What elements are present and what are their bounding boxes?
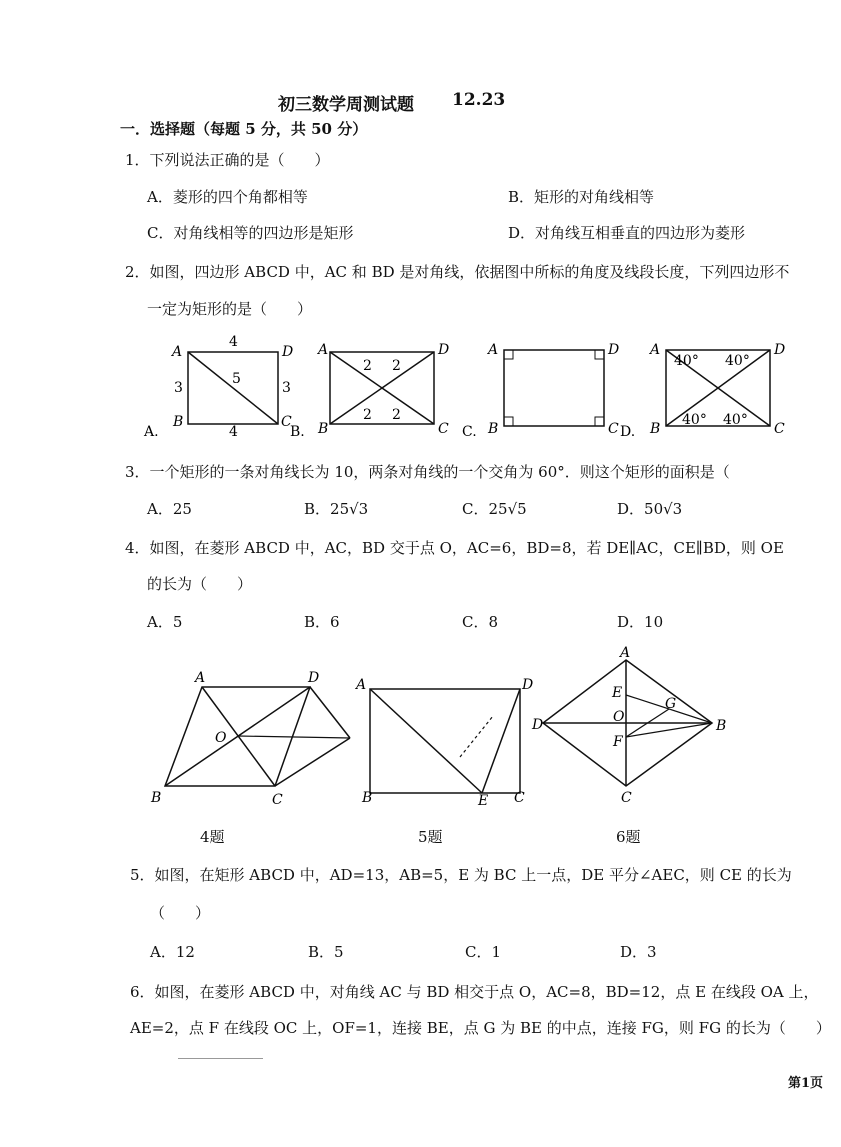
point-d: D xyxy=(308,670,320,686)
q1-option-c: C．对角线相等的四边形是矩形 xyxy=(147,224,354,242)
segment-de xyxy=(482,689,520,793)
point-o: O xyxy=(215,730,227,746)
figure-q4 xyxy=(145,668,365,813)
q5-option-c: C．1 xyxy=(465,943,502,961)
point-c: C xyxy=(608,421,619,437)
point-a: A xyxy=(620,645,631,661)
q3-option-d: D．50√3 xyxy=(617,500,683,518)
point-a: A xyxy=(172,344,183,360)
q1-option-a: A．菱形的四个角都相等 xyxy=(147,188,308,206)
figure-q5 xyxy=(352,672,542,812)
caption-q4: 4题 xyxy=(200,828,225,846)
label-left: 3 xyxy=(174,380,183,396)
q2-stem-line2: 一定为矩形的是（ ） xyxy=(147,300,313,318)
page-title: 初三数学周测试题 xyxy=(278,95,414,115)
label-diagonal: 5 xyxy=(232,371,241,387)
point-a: A xyxy=(356,677,367,693)
point-e: E xyxy=(612,685,623,701)
point-c: C xyxy=(272,792,283,808)
q4-stem-line2: 的长为（ ） xyxy=(147,575,253,593)
q4-option-c: C．8 xyxy=(462,613,499,631)
point-d: D xyxy=(532,717,544,733)
point-b: B xyxy=(151,790,162,806)
option-c-label: C. xyxy=(462,424,477,440)
point-e: E xyxy=(478,793,489,809)
point-o: O xyxy=(613,709,625,725)
q2-stem-line1: 2．如图，四边形 ABCD 中，AC 和 BD 是对角线，依据图中所标的角度及线段长度，下列四边形不 xyxy=(125,263,790,281)
figure-q6 xyxy=(528,640,738,810)
segment-oe xyxy=(238,736,350,738)
right-angle-c xyxy=(595,417,604,426)
diagonal-ac xyxy=(188,352,278,424)
q2-figure-d xyxy=(620,332,790,442)
point-c: C xyxy=(438,421,449,437)
q2-figure-a xyxy=(140,332,300,442)
q3-option-c: C．25√5 xyxy=(462,500,527,518)
angle-label-a: 40° xyxy=(674,353,699,369)
point-c: C xyxy=(774,421,785,437)
point-a: A xyxy=(318,342,329,358)
point-c: C xyxy=(514,790,525,806)
point-b: B xyxy=(173,414,184,430)
q1-option-d: D．对角线互相垂直的四边形为菱形 xyxy=(508,224,746,242)
point-b: B xyxy=(318,421,329,437)
q6-stem-line1: 6．如图，在菱形 ABCD 中，对角线 AC 与 BD 相交于点 O，AC=8，BD=12，点 E 在线段 OA 上， xyxy=(130,983,819,1001)
point-b: B xyxy=(488,421,499,437)
point-a: A xyxy=(650,342,661,358)
angle-label-c: 40° xyxy=(723,412,748,428)
rect-abcd xyxy=(370,689,520,793)
point-d: D xyxy=(608,342,620,358)
q5-stem-line2: （ ） xyxy=(150,904,211,922)
seg-label-2: 2 xyxy=(392,358,401,374)
point-f: F xyxy=(613,734,623,750)
segment-de xyxy=(310,687,350,738)
q4-option-b: B．6 xyxy=(304,613,340,631)
page-number: 第1页 xyxy=(788,1076,824,1091)
point-d: D xyxy=(438,342,450,358)
q1-stem: 1．下列说法正确的是（ ） xyxy=(125,151,330,169)
q3-option-b: B．25√3 xyxy=(304,500,369,518)
caption-q5: 5题 xyxy=(418,828,443,846)
q4-option-a: A．5 xyxy=(147,613,183,631)
option-b-label: B. xyxy=(290,424,305,440)
right-angle-d xyxy=(595,350,604,359)
seg-label-4: 2 xyxy=(392,407,401,423)
seg-label-3: 2 xyxy=(363,407,372,423)
seg-label-1: 2 xyxy=(363,358,372,374)
angle-label-d: 40° xyxy=(725,353,750,369)
segment-ae xyxy=(370,689,482,793)
point-d: D xyxy=(522,677,534,693)
page-date: 12.23 xyxy=(452,90,506,110)
point-b: B xyxy=(362,790,373,806)
label-right: 3 xyxy=(282,380,291,396)
point-g: G xyxy=(665,696,677,712)
right-angle-a xyxy=(504,350,513,359)
q4-option-d: D．10 xyxy=(617,613,664,631)
q3-stem: 3．一个矩形的一条对角线长为 10，两条对角线的一个交角为 60°．则这个矩形的面积是（ xyxy=(125,463,730,481)
q5-option-d: D．3 xyxy=(620,943,657,961)
q5-option-b: B．5 xyxy=(308,943,344,961)
q4-stem-line1: 4．如图，在菱形 ABCD 中，AC，BD 交于点 O，AC=6，BD=8，若 DE∥AC，CE∥BD，则 OE xyxy=(125,539,784,557)
right-angle-b xyxy=(504,417,513,426)
point-c: C xyxy=(281,414,292,430)
label-top: 4 xyxy=(229,334,238,350)
q5-stem-line1: 5．如图，在矩形 ABCD 中，AD=13，AB=5，E 为 BC 上一点，DE 平分∠AEC，则 CE 的长为 xyxy=(130,866,792,884)
q2-figure-c xyxy=(460,332,630,442)
q2-figure-b xyxy=(290,332,460,442)
label-bottom: 4 xyxy=(229,424,238,440)
point-c: C xyxy=(621,790,632,806)
q3-option-a: A．25 xyxy=(147,500,192,518)
rect-abcd xyxy=(504,350,604,426)
point-d: D xyxy=(774,342,786,358)
point-a: A xyxy=(195,670,206,686)
point-d: D xyxy=(282,344,294,360)
option-d-label: D. xyxy=(620,424,636,440)
point-b: B xyxy=(650,421,661,437)
segment-bf xyxy=(626,723,712,737)
option-a-label: A. xyxy=(144,424,159,440)
segment-ce xyxy=(275,738,350,786)
q5-option-a: A．12 xyxy=(150,943,195,961)
angle-label-b: 40° xyxy=(682,412,707,428)
point-b: B xyxy=(716,718,727,734)
q1-option-b: B．矩形的对角线相等 xyxy=(508,188,655,206)
dashed-line xyxy=(460,716,493,757)
caption-q6: 6题 xyxy=(616,828,641,846)
q6-stem-line2: AE=2，点 F 在线段 OC 上，OF=1，连接 BE，点 G 为 BE 的中点，连接 FG，则 FG 的长为（ ） xyxy=(130,1019,831,1037)
divider xyxy=(178,1058,263,1059)
point-a: A xyxy=(488,342,499,358)
section-heading: 一．选择题（每题 5 分，共 50 分） xyxy=(120,120,368,138)
